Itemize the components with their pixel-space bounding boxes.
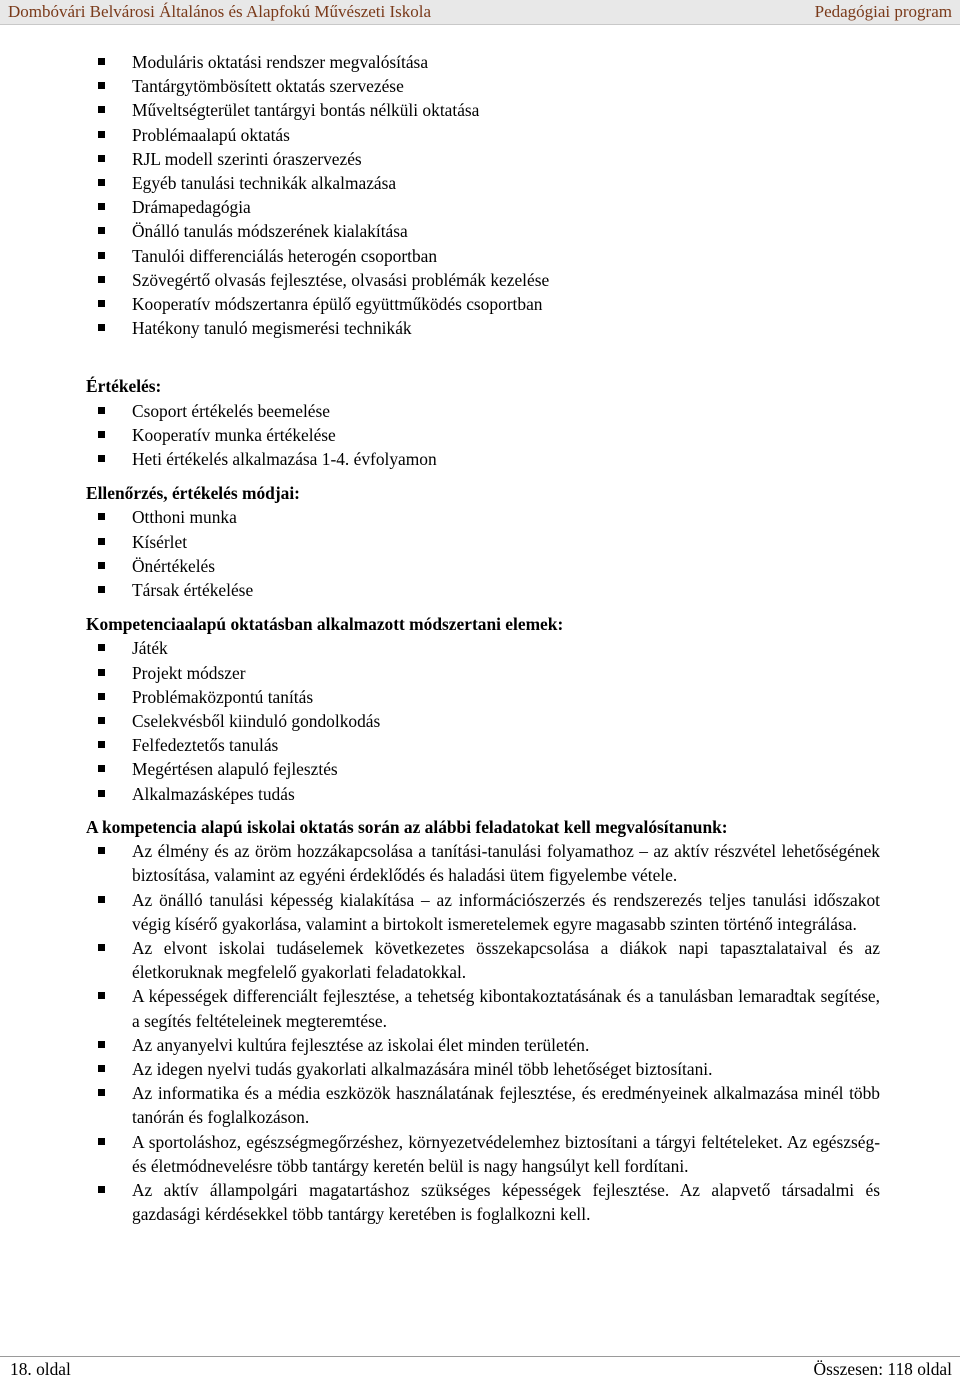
list-item-text: Kooperatív módszertanra épülő együttműködés csoportban xyxy=(132,294,543,315)
list-item xyxy=(86,984,880,1032)
footer-total-pages: Összesen: 118 oldal xyxy=(813,1359,952,1379)
list-item xyxy=(86,1033,880,1057)
competence-elements-list xyxy=(86,636,880,805)
list-item xyxy=(86,936,880,984)
square-bullet-icon xyxy=(98,82,105,89)
list-item xyxy=(86,530,880,554)
list-item xyxy=(86,1057,880,1081)
evaluation-heading: Értékelés: xyxy=(86,376,162,397)
list-item xyxy=(86,171,880,195)
square-bullet-icon xyxy=(98,1041,105,1048)
square-bullet-icon xyxy=(98,562,105,569)
competence-elements-heading: Kompetenciaalapú oktatásban alkalmazott módszertani elemek: xyxy=(86,614,564,635)
list-item-text: Kísérlet xyxy=(132,531,188,552)
square-bullet-icon xyxy=(98,1186,105,1193)
square-bullet-icon xyxy=(98,106,105,113)
list-item xyxy=(86,661,880,685)
square-bullet-icon xyxy=(98,741,105,748)
list-item-text: A sportoláshoz, egészségmegőrzéshez, környezetvédelemhez biztosítani a tárgyi feltételeket. Az egészség- és életmódnevelésre több tantárgy keretén belül is nagy hangsúlyt kell fordítani. xyxy=(132,1131,880,1176)
header-school-name: Dombóvári Belvárosi Általános és Alapfokú Művészeti Iskola xyxy=(8,2,432,21)
square-bullet-icon xyxy=(98,155,105,162)
list-item xyxy=(86,219,880,243)
square-bullet-icon xyxy=(98,1089,105,1096)
list-item-text: Kooperatív munka értékelése xyxy=(132,424,336,445)
list-item-text: Csoport értékelés beemelése xyxy=(132,400,330,421)
square-bullet-icon xyxy=(98,669,105,676)
square-bullet-icon xyxy=(98,252,105,259)
square-bullet-icon xyxy=(98,407,105,414)
square-bullet-icon xyxy=(98,431,105,438)
list-item-text: Felfedeztetős tanulás xyxy=(132,735,279,756)
page-footer xyxy=(0,1356,960,1381)
square-bullet-icon xyxy=(98,586,105,593)
list-item-text: Az aktív állampolgári magatartáshoz szükséges képességek fejlesztése. Az alapvető társadalmi és gazdasági kérdésekkel több tantárgy keretében is foglalkozni kell. xyxy=(132,1179,880,1225)
list-item xyxy=(86,50,880,74)
list-item-text: Cselekvésből kiinduló gondolkodás xyxy=(132,711,381,732)
evaluation-list xyxy=(86,399,880,472)
list-item-text: Az anyanyelvi kultúra fejlesztése az iskolai élet minden területén. xyxy=(132,1034,590,1055)
list-item-text: Műveltségterület tantárgyi bontás nélküli oktatása xyxy=(132,100,480,121)
list-item xyxy=(86,147,880,171)
list-item xyxy=(86,636,880,660)
tasks-list xyxy=(86,839,880,1226)
list-item-text: RJL modell szerinti óraszervezés xyxy=(132,148,362,169)
list-item xyxy=(86,195,880,219)
list-item xyxy=(86,98,880,122)
list-item-text: Az önálló tanulási képesség kialakítása – az információszerzés és rendszerezés teljes tanulási időszakot végig kísérő gyakorlása, valamint a birtokolt ismeretelemek egyre magasabb szinten történő integrálása. xyxy=(132,889,880,934)
list-item-text: Alkalmazásképes tudás xyxy=(132,783,295,804)
square-bullet-icon xyxy=(98,276,105,283)
list-item xyxy=(86,244,880,268)
square-bullet-icon xyxy=(98,58,105,65)
list-item-text: Önértékelés xyxy=(132,555,216,576)
square-bullet-icon xyxy=(98,847,105,854)
square-bullet-icon xyxy=(98,1138,105,1145)
square-bullet-icon xyxy=(98,944,105,951)
list-item-text: Szövegértő olvasás fejlesztése, olvasási problémák kezelése xyxy=(132,269,550,290)
square-bullet-icon xyxy=(98,693,105,700)
list-item-text: Otthoni munka xyxy=(132,507,237,528)
footer-page-number: 18. oldal xyxy=(10,1359,71,1379)
list-item-text: Problémaalapú oktatás xyxy=(132,124,290,145)
list-item xyxy=(86,447,880,471)
list-item-text: Az informatika és a média eszközök használatának fejlesztése, és eredményeinek alkalmazása minél több tanórán és foglalkozáson. xyxy=(132,1083,880,1128)
square-bullet-icon xyxy=(98,513,105,520)
list-item xyxy=(86,423,880,447)
page-header xyxy=(0,0,960,25)
list-item xyxy=(86,1178,880,1226)
list-item-text: Hatékony tanuló megismerési technikák xyxy=(132,318,412,339)
square-bullet-icon xyxy=(98,717,105,724)
methods-list xyxy=(86,50,880,340)
list-item xyxy=(86,782,880,806)
list-item xyxy=(86,685,880,709)
square-bullet-icon xyxy=(98,227,105,234)
control-list xyxy=(86,505,880,602)
control-heading: Ellenőrzés, értékelés módjai: xyxy=(86,483,300,504)
list-item-text: Önálló tanulás módszerének kialakítása xyxy=(132,221,408,242)
list-item-text: Moduláris oktatási rendszer megvalósítása xyxy=(132,52,429,72)
list-item xyxy=(86,399,880,423)
list-item-text: Az élmény és az öröm hozzákapcsolása a tanítási-tanulási folyamathoz – az aktív részvétel lehetőségének biztosítása, valamint az egyéni érdeklődés és haladási ütem figyelembe vétele. xyxy=(132,841,880,886)
list-item-text: Heti értékelés alkalmazása 1-4. évfolyamon xyxy=(132,449,437,470)
square-bullet-icon xyxy=(98,179,105,186)
list-item xyxy=(86,1081,880,1129)
list-item-text: Az idegen nyelvi tudás gyakorlati alkalmazására minél több lehetőséget biztosítani. xyxy=(132,1058,713,1079)
list-item xyxy=(86,733,880,757)
square-bullet-icon xyxy=(98,992,105,999)
square-bullet-icon xyxy=(98,765,105,772)
list-item xyxy=(86,888,880,936)
list-item-text: Megértésen alapuló fejlesztés xyxy=(132,759,338,780)
list-item xyxy=(86,1130,880,1178)
page-content xyxy=(86,50,880,1226)
list-item xyxy=(86,74,880,98)
list-item-text: Játék xyxy=(132,638,168,659)
square-bullet-icon xyxy=(98,790,105,797)
list-item-text: A képességek differenciált fejlesztése, a tehetség kibontakoztatásának és a tanulásban lemaradtak segítése, a segítés feltételeinek megteremtése. xyxy=(132,986,880,1031)
list-item xyxy=(86,578,880,602)
list-item xyxy=(86,839,880,887)
list-item-text: Tantárgytömbösített oktatás szervezése xyxy=(132,76,404,97)
list-item-text: Drámapedagógia xyxy=(132,197,251,218)
square-bullet-icon xyxy=(98,300,105,307)
list-item-text: Egyéb tanulási technikák alkalmazása xyxy=(132,173,397,194)
list-item xyxy=(86,709,880,733)
square-bullet-icon xyxy=(98,644,105,651)
square-bullet-icon xyxy=(98,1065,105,1072)
square-bullet-icon xyxy=(98,455,105,462)
header-document-title: Pedagógiai program xyxy=(814,2,952,21)
list-item-text: Tanulói differenciálás heterogén csoportban xyxy=(132,245,438,266)
square-bullet-icon xyxy=(98,324,105,331)
list-item-text: Problémaközpontú tanítás xyxy=(132,686,314,707)
square-bullet-icon xyxy=(98,131,105,138)
list-item-text: Projekt módszer xyxy=(132,662,246,683)
list-item xyxy=(86,268,880,292)
list-item xyxy=(86,123,880,147)
list-item xyxy=(86,292,880,316)
list-item-text: Társak értékelése xyxy=(132,580,254,601)
square-bullet-icon xyxy=(98,538,105,545)
square-bullet-icon xyxy=(98,203,105,210)
list-item xyxy=(86,554,880,578)
square-bullet-icon xyxy=(98,896,105,903)
list-item xyxy=(86,505,880,529)
list-item xyxy=(86,316,880,340)
tasks-heading: A kompetencia alapú iskolai oktatás során az alábbi feladatokat kell megvalósítanunk: xyxy=(86,816,728,837)
list-item xyxy=(86,757,880,781)
list-item-text: Az elvont iskolai tudáselemek következetes összekapcsolása a diákok napi tapasztalataival és az életkoruknak megfelelő gyakorlati feladatokkal. xyxy=(132,937,880,983)
